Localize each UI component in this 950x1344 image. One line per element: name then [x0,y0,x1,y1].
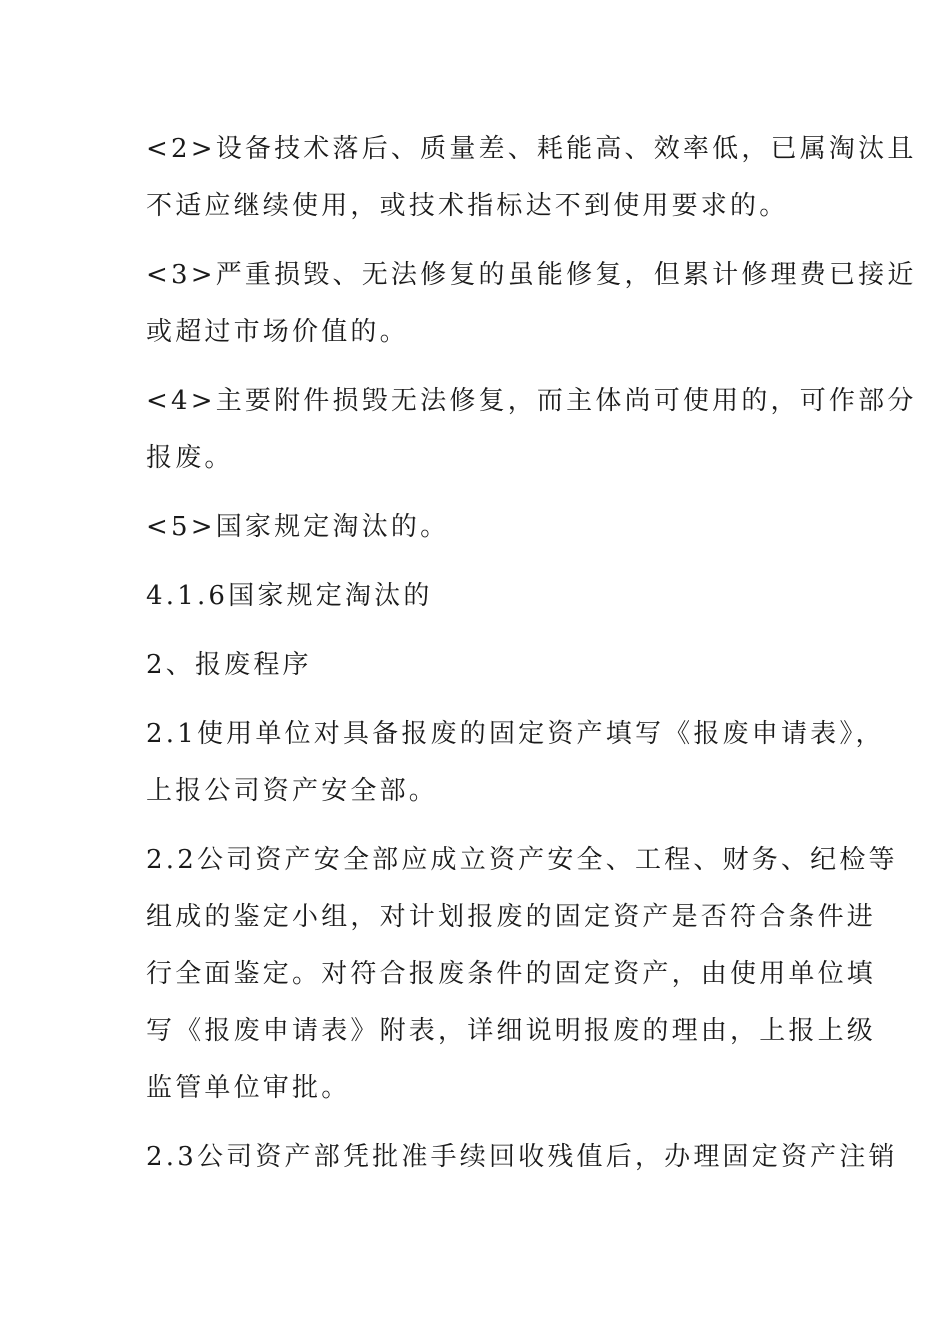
paragraph-line: 2.1使用单位对具备报废的固定资产填写《报废申请表》， [146,719,885,749]
section-heading: 2、报废程序 [146,650,312,680]
paragraph-line: 监管单位审批。 [146,1073,351,1103]
paragraph-line: 报废。 [146,443,234,473]
paragraph-line: 写《报废申请表》附表，详细说明报废的理由，上报上级 [146,1016,877,1046]
paragraph-line: 2.3公司资产部凭批准手续回收残值后，办理固定资产注销 [146,1142,898,1172]
paragraph-line: 组成的鉴定小组，对计划报废的固定资产是否符合条件进 [146,902,877,932]
paragraph-line: <5>国家规定淘汰的。 [146,512,450,542]
paragraph-line: 行全面鉴定。对符合报废条件的固定资产，由使用单位填 [146,959,877,989]
paragraph-line: <3>严重损毁、无法修复的虽能修复，但累计修理费已接近 [146,260,917,290]
paragraph-line: <4>主要附件损毁无法修复，而主体尚可使用的，可作部分 [146,386,917,416]
paragraph-line: 不适应继续使用，或技术指标达不到使用要求的。 [146,191,789,221]
paragraph-line: 2.2公司资产安全部应成立资产安全、工程、财务、纪检等 [146,845,898,875]
paragraph-line: 上报公司资产安全部。 [146,776,439,806]
paragraph-line: <2>设备技术落后、质量差、耗能高、效率低，已属淘汰且 [146,134,917,164]
section-heading: 4.1.6国家规定淘汰的 [146,581,433,611]
paragraph-line: 或超过市场价值的。 [146,317,409,347]
